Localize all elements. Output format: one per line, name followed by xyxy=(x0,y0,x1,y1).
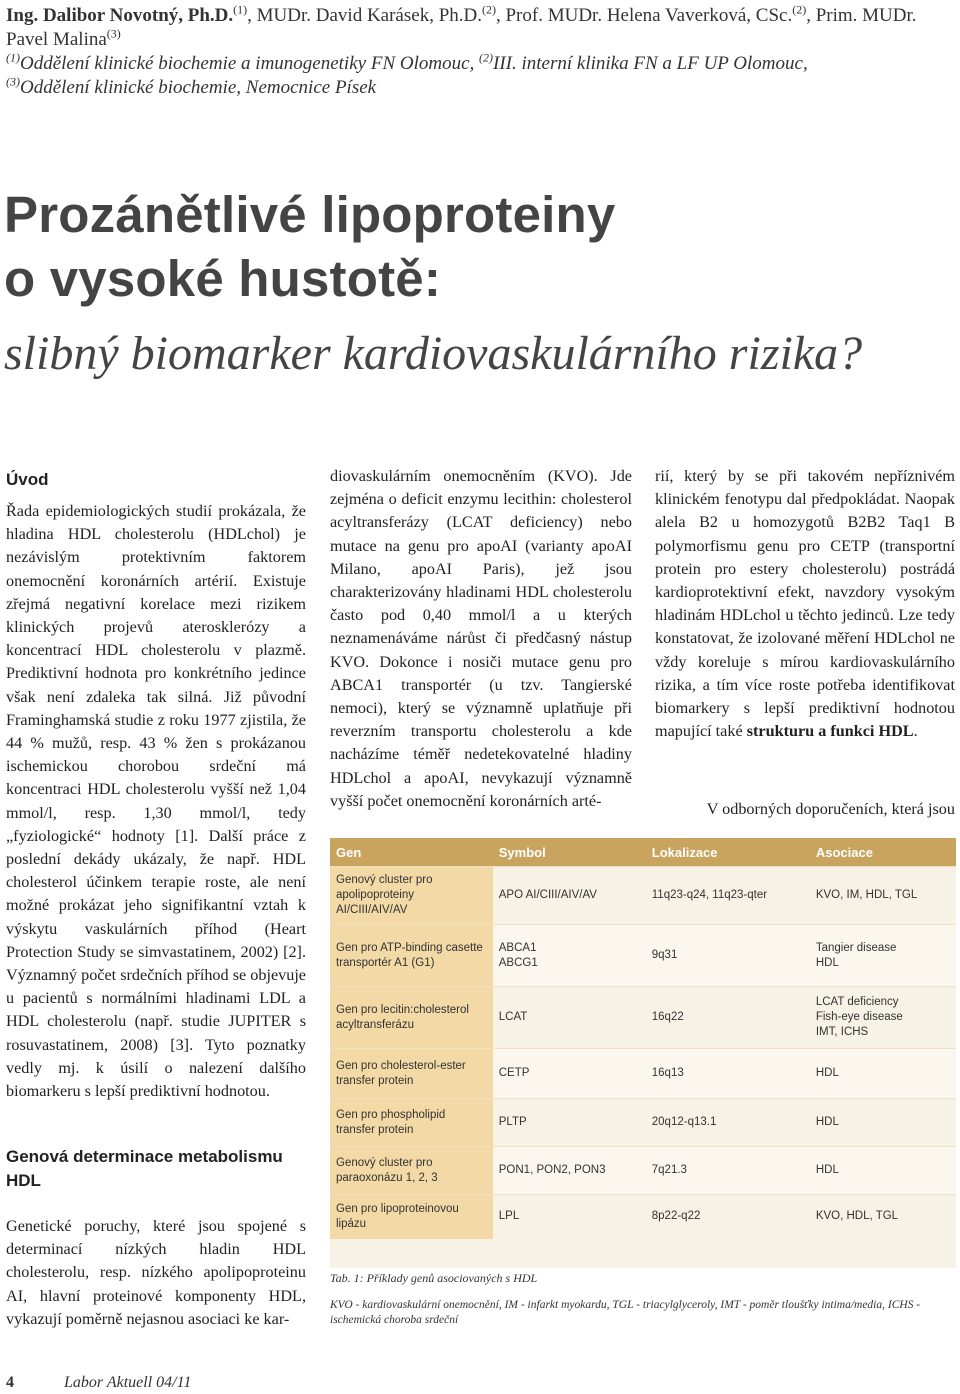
gene-table xyxy=(330,838,956,1268)
affil-marker: (1) xyxy=(6,50,20,65)
table-cell: LCAT xyxy=(493,987,646,1049)
table-row xyxy=(330,1099,956,1147)
author-block xyxy=(6,4,956,100)
table-row xyxy=(330,1147,956,1195)
table-cell: 16q22 xyxy=(646,987,810,1049)
paragraph: V odborných doporučeních, která jsou xyxy=(706,800,955,818)
table-cell: Gen pro lipoproteinovou lipázu xyxy=(330,1195,493,1239)
table-cell: Gen pro lecitin:cholesterol acyltransferázu xyxy=(330,987,493,1049)
table-body xyxy=(330,867,956,1239)
table-cell: 20q12-q13.1 xyxy=(646,1099,810,1147)
table-cell: Gen pro phospholipid transfer protein xyxy=(330,1099,493,1147)
table-header-row xyxy=(330,838,956,867)
table-cell: Tangier disease HDL xyxy=(810,925,956,987)
body-column-3b xyxy=(655,798,955,821)
body-column-3 xyxy=(655,465,955,743)
paragraph: Řada epidemiologických studií prokázala, že hladina HDL cholesterolu (HDLchol) je nezávislým protektivním faktorem onemocnění koronárních artérií. Existuje zřejmá negativní korelace mezi rizikem klinických projevů aterosklerózy a koncentrací HDL cholesterolu v plazmě. Prediktivní hodnota pro konkrétního jedince však není zdaleka tak silná. Již původní Framinghamská studie z roku 1977 zjistila, že 44 % mužů, resp. 43 % žen s prokázanou ischemickou chorobou srdeční má koncentraci HDL cholesterolu vyšší než 1,04 mmol/l, resp. 1,30 mmol/l, tedy „fyziologické“ hodnoty [1]. Další práce z poslední dekády ukázaly, že např. HDL cholesterol účinkem terapie roste, ale není možné prokázat jeho signifikantní vztah k výskytu vaskulárních příhod (Heart Protection Study se simvastatinem, 2002) [2]. Významný počet srdečních příhod se objevuje u pacientů s normálními hladinami LDL a HDL cholesterolu (např. studie JUPITER s rosuvastatinem, 2008) [3]. Tyto poznatky vedly mj. k úsilí o nalezení dalšího biomarkeru s lepší prediktivní hodnotou. xyxy=(6,502,306,1101)
affil-marker: (3) xyxy=(106,26,121,41)
table-cell: PON1, PON2, PON3 xyxy=(493,1147,646,1195)
table-cell: KVO, IM, HDL, TGL xyxy=(810,867,956,925)
section-heading-intro: Úvod xyxy=(6,470,49,489)
affil-marker: (2) xyxy=(792,2,807,17)
table-cell: KVO, HDL, TGL xyxy=(810,1195,956,1239)
affiliation-3: Oddělení klinické biochemie, Nemocnice Písek xyxy=(20,77,377,98)
body-column-1b xyxy=(6,1215,306,1331)
page-footer xyxy=(6,1374,191,1392)
table-cell: APO AI/CIII/AIV/AV xyxy=(493,867,646,925)
table-cell: HDL xyxy=(810,1147,956,1195)
table-cell: Gen pro ATP-binding casette transportér A1 (G1) xyxy=(330,925,493,987)
table-cell: ABCA1 ABCG1 xyxy=(493,925,646,987)
journal-name: Labor Aktuell 04/11 xyxy=(64,1374,192,1391)
title-line: Prozánětlivé lipoproteiny xyxy=(4,186,616,243)
table-footnote: KVO - kardiovaskulární onemocnění, IM - infarkt myokardu, TGL - triacylglyceroly, IMT - poměr tloušťky intima/media, ICHS - ischemická choroba srdeční xyxy=(330,1299,921,1326)
affil-marker: (2) xyxy=(481,2,496,17)
table-cell: HDL xyxy=(810,1099,956,1147)
author-4: , Prim. MUDr. Pavel Malina xyxy=(6,5,917,50)
author-3: , Prof. MUDr. Helena Vaverková, CSc. xyxy=(495,5,793,26)
table-row xyxy=(330,1049,956,1099)
author-line xyxy=(6,4,956,52)
paragraph: rií, který by se při takovém nepříznivém klinickém fenotypu dal předpokládat. Naopak alela B2 u homozygotů B2B2 Taq1 B polymorfismu genu pro CETP (transportní protein pro estery cholesterolu) postrádá kardioprotektivní efekt, navzdory vysokým hladinám HDLchol u těchto jedinců. Lze tedy konstatovat, že izolované měření HDLchol ne vždy koreluje s mírou kardiovaskulárního rizika, a tím více roste potřeba identifikovat biomarkery s lepší prediktivní hodnotou mapující také xyxy=(655,467,955,741)
table-header: Symbol xyxy=(493,838,646,867)
table-caption: Tab. 1: Příklady genů asociovaných s HDL xyxy=(330,1271,538,1285)
table-cell: HDL xyxy=(810,1049,956,1099)
table-cell: CETP xyxy=(493,1049,646,1099)
table-row xyxy=(330,925,956,987)
table-row xyxy=(330,1195,956,1239)
paragraph: Genetické poruchy, které jsou spojené s determinací nízkých hladin HDL cholesterolu, resp. nízkého apolipoproteinu AI, hlavní proteinové komponenty HDL, vykazují poměrně nejasnou asociaci ke kar- xyxy=(6,1217,306,1328)
table-cell: LCAT deficiency Fish-eye disease IMT, ICHS xyxy=(810,987,956,1049)
table-cell: 9q31 xyxy=(646,925,810,987)
author-2: , MUDr. David Karásek, Ph.D. xyxy=(247,5,482,26)
article-subtitle: slibný biomarker kardiovaskulárního rizika? xyxy=(4,327,863,380)
article-title xyxy=(4,183,615,311)
table-row xyxy=(330,867,956,925)
table-cell: LPL xyxy=(493,1195,646,1239)
body-column-1 xyxy=(6,492,306,1103)
table-row xyxy=(330,987,956,1049)
table-cell: Gen pro cholesterol-ester transfer protein xyxy=(330,1049,493,1099)
author-1: Ing. Dalibor Novotný, Ph.D. xyxy=(6,5,234,26)
affiliation-2: III. interní klinika FN a LF UP Olomouc, xyxy=(493,53,808,74)
paragraph: diovaskulárním onemocněním (KVO). Jde zejména o deficit enzymu lecithin: cholesterol acyltransferázy (LCAT deficiency) nebo mutace na genu pro apoAI (varianty apoAI Milano, apoAI Paris), jež jsou charakterizovány hladinami HDL cholesterolu často pod 0,40 mmol/l a u kterých neznamenáváme nárůst či předčasný nástup KVO. Dokonce i nosiči mutace genu pro ABCA1 transportér (u tzv. Tangierské nemoci), který se významně uplatňuje při reverzním transportu cholesterolu a kde nacházíme téměř nedetekovatelné hladiny HDLchol a apoAI, nevykazují významně vyšší počet onemocnění koronárních arté- xyxy=(330,467,632,810)
page-number: 4 xyxy=(6,1374,14,1391)
affiliation-1: Oddělení klinické biochemie a imunogenetiky FN Olomouc, xyxy=(20,53,480,74)
emphasis: strukturu a funkci HDL xyxy=(746,722,914,741)
affil-marker: (1) xyxy=(233,2,248,17)
table-cell: Genový cluster pro paraoxonázu 1, 2, 3 xyxy=(330,1147,493,1195)
table-cell: 16q13 xyxy=(646,1049,810,1099)
table-header: Gen xyxy=(330,838,493,867)
table-cell: Genový cluster pro apolipoproteiny AI/CIII/AIV/AV xyxy=(330,867,493,925)
section-heading-gene: Genová determinace metabolismu HDL xyxy=(6,1147,283,1190)
affil-marker: (2) xyxy=(479,50,494,65)
punctuation: . xyxy=(913,722,918,741)
table-cell: 7q21.3 xyxy=(646,1147,810,1195)
affiliation-line xyxy=(6,76,956,100)
table-header: Asociace xyxy=(810,838,956,867)
table-cell: 11q23-q24, 11q23-qter xyxy=(646,867,810,925)
table-header: Lokalizace xyxy=(646,838,810,867)
affil-marker: (3) xyxy=(6,74,20,89)
affiliation-line xyxy=(6,52,956,76)
table-cell: PLTP xyxy=(493,1099,646,1147)
table-cell: 8p22-q22 xyxy=(646,1195,810,1239)
body-column-2 xyxy=(330,465,632,813)
title-line: o vysoké hustotě: xyxy=(4,250,441,307)
